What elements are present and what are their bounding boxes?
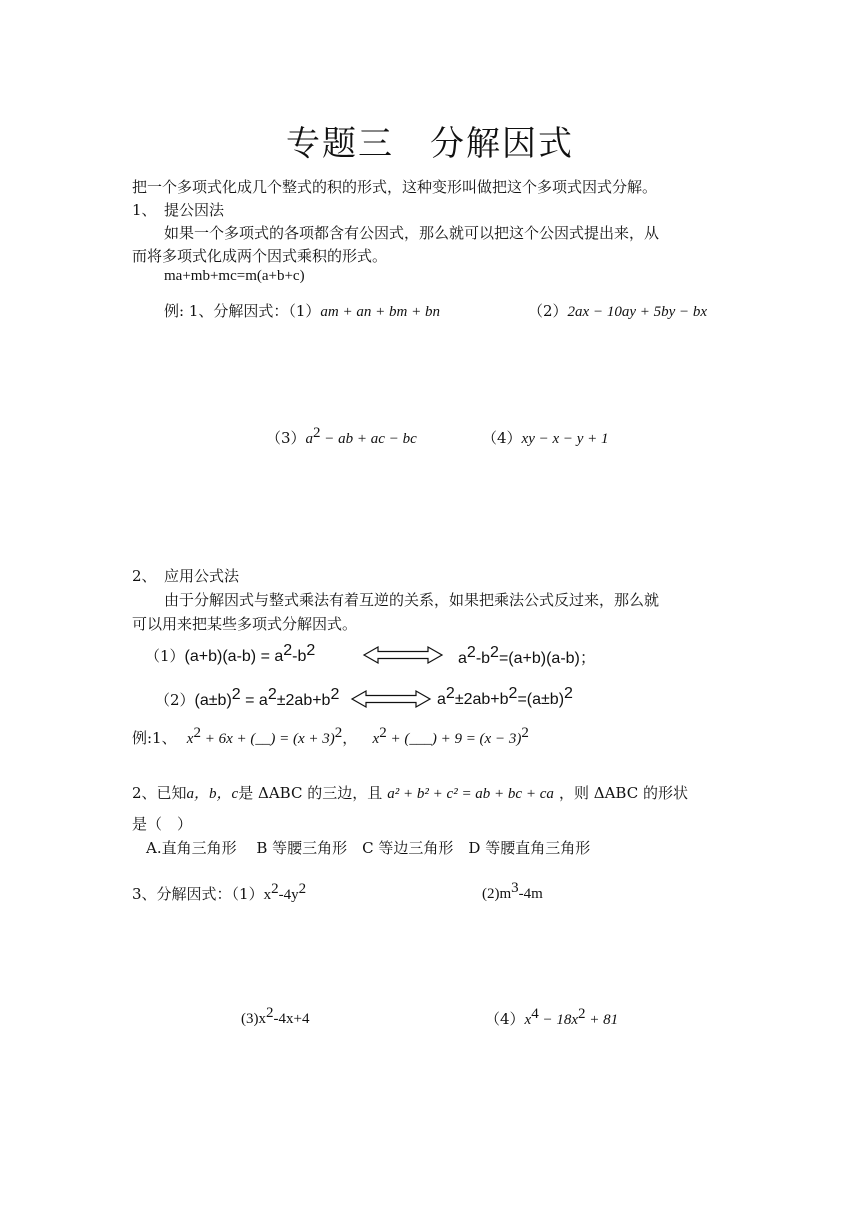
q3-p4-exp1: 4: [531, 1006, 539, 1022]
exercise-2: 2ax − 10ay + 5by − bx: [567, 304, 708, 320]
section1-example-4: [482, 427, 609, 448]
q3-p1-a: x: [263, 887, 272, 903]
example-label: 例:1、: [132, 729, 177, 747]
formula-2-left-exp1: 2: [231, 686, 241, 703]
formula-1-right: [458, 645, 596, 668]
page-title: 专题三 分解因式: [286, 124, 574, 164]
formula-2-left-b: = a: [240, 692, 268, 709]
example-b-x: x: [372, 731, 380, 747]
question-2-line2: 是（ ）: [132, 815, 193, 833]
formula-2-right-b: ±2ab+b: [454, 691, 509, 708]
section1-desc-line2: 而将多项式化成两个因式乘积的形式。: [132, 247, 388, 265]
section2-example: [132, 727, 529, 748]
exercise-4: xy − x − y + 1: [521, 431, 609, 447]
formula-1-right-c: =(a+b)(a-b)；: [498, 650, 596, 667]
example-a-rest: + 6x + (__) = (x + 3): [200, 731, 335, 747]
q3-p3-b: -4x+4: [273, 1011, 310, 1027]
exercise-3-rest: − ab + ac − bc: [320, 431, 417, 447]
section2-desc-line1: 由于分解因式与整式乘法有着互逆的关系，如果把乘法公式反过来，那么就: [164, 591, 660, 609]
q3-p4-exp2: 2: [578, 1006, 586, 1022]
question-3-part4: [485, 1008, 618, 1029]
formula-1-right-b: -b: [475, 650, 491, 667]
formula-1-left-a: (a+b)(a-b) = a: [184, 648, 284, 665]
section2-desc-line2: 可以用来把某些多项式分解因式。: [132, 615, 358, 633]
exercise-3-base: a: [305, 431, 314, 447]
formula-1-right-exp1: 2: [466, 644, 476, 661]
formula-1-left-exp: 2: [283, 642, 293, 659]
q2-text-b: 是 ΔABC 的三边，且: [238, 784, 383, 802]
example-separator: ，: [342, 729, 358, 747]
question-3-part1: [132, 883, 306, 904]
example-b-rest: + (___) + 9 = (x − 3): [386, 731, 522, 747]
example-a-exp2: 2: [334, 725, 343, 741]
q3-p4-a: x: [524, 1012, 532, 1028]
formula-2-left-exp2: 2: [267, 686, 277, 703]
q3-p3-exp: 2: [266, 1005, 274, 1021]
exercise-4-label: （4）: [482, 429, 522, 447]
example-a-exp1: 2: [193, 725, 201, 741]
exercise-3-exp: 2: [313, 425, 321, 441]
section1-example-row1: [164, 300, 440, 321]
q2-text-c: ，则 ΔABC 的形状: [558, 784, 688, 802]
q3-p2-b: -4m: [518, 886, 543, 902]
formula-2-left-c: ±2ab+b: [276, 692, 331, 709]
q3-p1-exp2: 2: [298, 881, 307, 897]
formula-2-right-exp2: 2: [508, 685, 518, 702]
example-b-exp1: 2: [379, 725, 387, 741]
q2-vars: a，b，c: [186, 786, 239, 802]
formula-1-left-tail-exp: 2: [306, 642, 316, 659]
formula-1-right-a: a: [458, 650, 467, 667]
q3-p4-b: − 18x: [538, 1012, 578, 1028]
double-arrow-icon: [362, 645, 444, 665]
q2-equation: a² + b² + c² = ab + bc + ca: [387, 786, 554, 802]
q3-p3-a: (3)x: [241, 1011, 266, 1027]
q3-p4-label: （4）: [485, 1010, 525, 1028]
question-3-part3: [241, 1005, 310, 1028]
formula-2-label: （2）: [155, 691, 195, 709]
formula-2-right-c: =(a±b): [517, 691, 565, 708]
formula-2-right-exp3: 2: [564, 685, 573, 702]
q3-label: 3、分解因式：（1）: [132, 885, 264, 903]
exercise-2-label: （2）: [528, 302, 568, 320]
formula-1-left: [145, 642, 316, 666]
question-2-options: A.直角三角形 B 等腰三角形 C 等边三角形 D 等腰直角三角形: [146, 839, 591, 857]
example-a-x: x: [186, 731, 194, 747]
formula-1-label: （1）: [145, 647, 185, 665]
example-b-exp2: 2: [521, 725, 529, 741]
q3-p2-exp: 3: [511, 880, 519, 896]
q2-text-a: 2、已知: [132, 784, 187, 802]
exercise-1: am + an + bm + bn: [320, 304, 440, 320]
section1-formula: ma+mb+mc=m(a+b+c): [164, 268, 305, 284]
intro-text: 把一个多项式化成几个整式的积的形式，这种变形叫做把这个多项式因式分解。: [132, 178, 658, 196]
formula-2-left-exp3: 2: [330, 686, 340, 703]
formula-2-right-exp1: 2: [445, 685, 455, 702]
question-2-line1: [132, 782, 688, 803]
formula-2-right-a: a: [437, 691, 446, 708]
formula-2-left: [155, 686, 340, 710]
exercise-3-label: （3）: [266, 429, 306, 447]
question-3-part2: [482, 880, 543, 903]
section1-desc-line1: 如果一个多项式的各项都含有公因式，那么就可以把这个公因式提出来，从: [164, 224, 660, 242]
q3-p2-a: (2)m: [482, 886, 512, 902]
q3-p1-b: -4y: [278, 887, 299, 903]
double-arrow-icon: [350, 689, 432, 709]
section2-heading: 2、 应用公式法: [132, 567, 240, 585]
formula-2-right: [437, 685, 573, 709]
section1-example-2: [528, 300, 707, 321]
formula-1-right-exp2: 2: [490, 644, 499, 661]
example-label: 例: 1、分解因式：（1）: [164, 302, 321, 320]
section1-example-3: [266, 427, 417, 448]
formula-2-left-a: (a±b): [194, 692, 232, 709]
q3-p4-c: + 81: [585, 1012, 619, 1028]
section1-heading: 1、 提公因法: [132, 201, 225, 219]
formula-1-left-tail: -b: [292, 648, 307, 665]
q3-p1-exp1: 2: [271, 881, 279, 897]
